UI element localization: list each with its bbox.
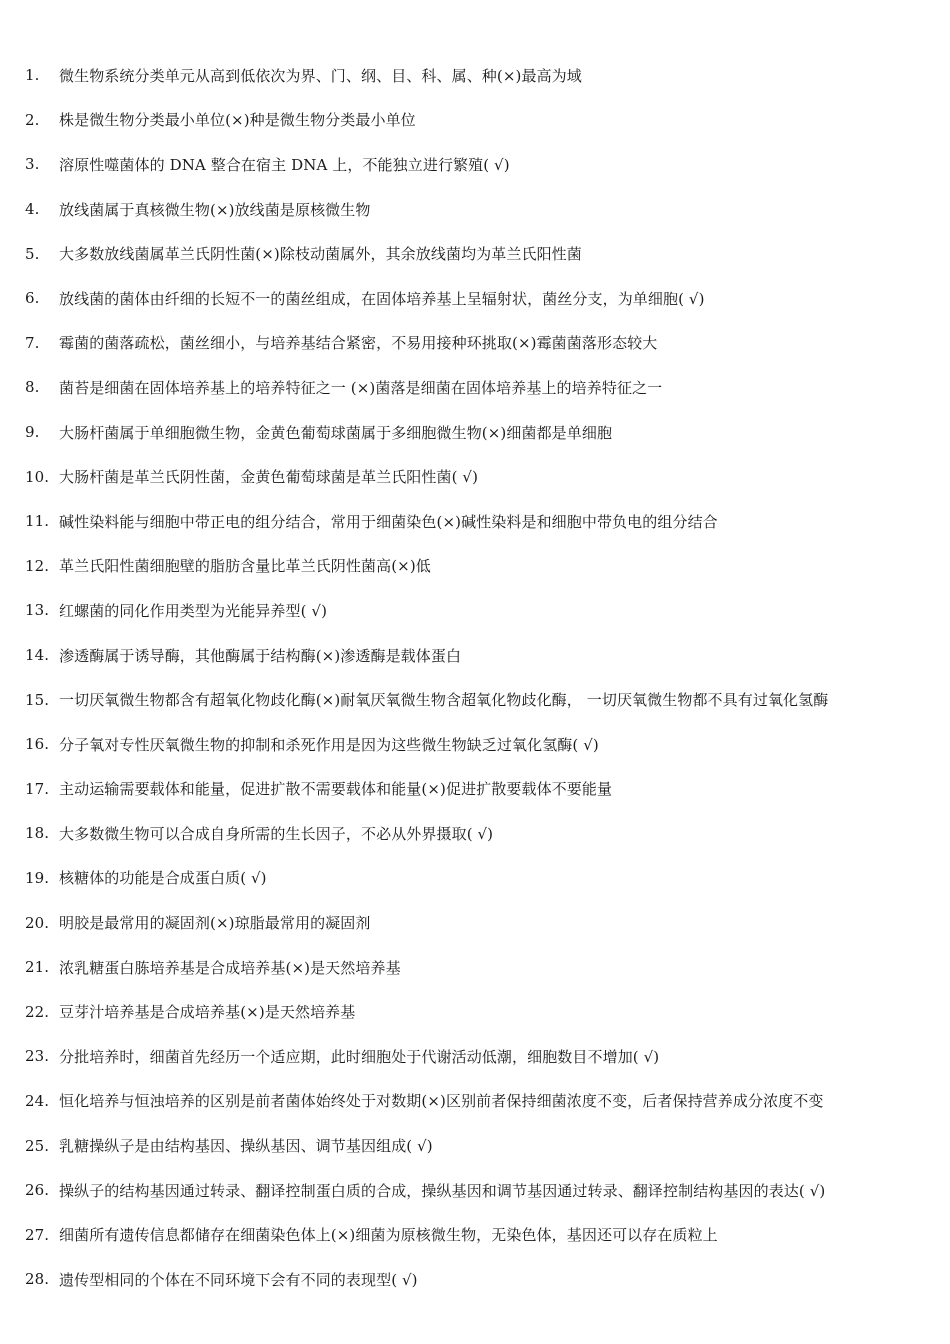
question-item xyxy=(25,53,945,98)
question-item xyxy=(25,365,945,410)
question-item xyxy=(25,1168,945,1213)
question-list xyxy=(25,53,945,1302)
question-number: 5. xyxy=(25,244,40,263)
question-text: 核糖体的功能是合成蛋白质( √) xyxy=(59,869,267,888)
question-text: 放线菌属于真核微生物(×)放线菌是原核微生物 xyxy=(59,200,371,219)
question-number: 16. xyxy=(25,735,50,754)
question-text: 微生物系统分类单元从高到低依次为界、门、纲、目、科、属、种(×)最高为域 xyxy=(59,66,582,85)
question-item xyxy=(25,1257,945,1302)
question-text: 明胶是最常用的凝固剂(×)琼脂最常用的凝固剂 xyxy=(59,914,371,933)
question-number: 21. xyxy=(25,958,50,977)
question-number: 15. xyxy=(25,690,50,709)
question-number: 23. xyxy=(25,1047,50,1066)
question-number: 18. xyxy=(25,824,50,843)
question-item xyxy=(25,499,945,544)
question-item xyxy=(25,98,945,143)
question-item xyxy=(25,231,945,276)
question-item xyxy=(25,633,945,678)
question-item xyxy=(25,722,945,767)
question-number: 4. xyxy=(25,200,40,219)
question-number: 19. xyxy=(25,868,50,887)
question-item xyxy=(25,588,945,633)
question-item xyxy=(25,454,945,499)
question-text: 操纵子的结构基因通过转录、翻译控制蛋白质的合成，操纵基因和调节基因通过转录、翻译控制结构基因的表达( √) xyxy=(59,1181,826,1200)
question-text: 遗传型相同的个体在不同环境下会有不同的表现型( √) xyxy=(59,1270,418,1289)
question-number: 10. xyxy=(25,467,50,486)
question-number: 8. xyxy=(25,378,40,397)
question-item xyxy=(25,276,945,321)
question-item xyxy=(25,321,945,366)
question-item xyxy=(25,767,945,812)
question-text: 放线菌的菌体由纤细的长短不一的菌丝组成，在固体培养基上呈辐射状，菌丝分支，为单细胞( √) xyxy=(59,289,705,308)
question-item xyxy=(25,945,945,990)
question-item xyxy=(25,142,945,187)
question-number: 2. xyxy=(25,110,40,129)
question-text: 主动运输需要载体和能量，促进扩散不需要载体和能量(×)促进扩散要载体不要能量 xyxy=(59,780,613,799)
question-number: 22. xyxy=(25,1002,50,1021)
question-number: 12. xyxy=(25,556,50,575)
question-item xyxy=(25,1212,945,1257)
question-number: 20. xyxy=(25,913,50,932)
question-number: 3. xyxy=(25,155,40,174)
question-text: 碱性染料能与细胞中带正电的组分结合，常用于细菌染色(×)碱性染料是和细胞中带负电的组分结合 xyxy=(59,512,718,531)
question-text: 细菌所有遗传信息都储存在细菌染色体上(×)细菌为原核微生物，无染色体，基因还可以存在质粒上 xyxy=(59,1226,718,1245)
question-number: 13. xyxy=(25,601,50,620)
question-number: 1. xyxy=(25,66,40,85)
question-text: 革兰氏阳性菌细胞壁的脂肪含量比革兰氏阴性菌高(×)低 xyxy=(59,557,431,576)
question-number: 6. xyxy=(25,289,40,308)
question-text: 一切厌氧微生物都含有超氧化物歧化酶(×)耐氧厌氧微生物含超氧化物歧化酶， 一切厌氧微生物都不具有过氧化氢酶 xyxy=(59,691,829,710)
question-number: 9. xyxy=(25,423,40,442)
question-number: 28. xyxy=(25,1270,50,1289)
question-text: 霉菌的菌落疏松，菌丝细小，与培养基结合紧密，不易用接种环挑取(×)霉菌菌落形态较大 xyxy=(59,334,658,353)
question-number: 27. xyxy=(25,1225,50,1244)
question-item xyxy=(25,1079,945,1124)
question-item xyxy=(25,410,945,455)
question-number: 11. xyxy=(25,512,50,531)
question-item xyxy=(25,1123,945,1168)
question-text: 分子氧对专性厌氧微生物的抑制和杀死作用是因为这些微生物缺乏过氧化氢酶( √) xyxy=(59,735,599,754)
question-number: 7. xyxy=(25,333,40,352)
question-number: 26. xyxy=(25,1181,50,1200)
question-number: 24. xyxy=(25,1091,50,1110)
question-item xyxy=(25,677,945,722)
question-text: 乳糖操纵子是由结构基因、操纵基因、调节基因组成( √) xyxy=(59,1137,433,1156)
question-item xyxy=(25,1034,945,1079)
question-item xyxy=(25,989,945,1034)
question-text: 红螺菌的同化作用类型为光能异养型( √) xyxy=(59,601,328,620)
question-text: 溶原性噬菌体的 DNA 整合在宿主 DNA 上，不能独立进行繁殖( √) xyxy=(59,155,510,174)
question-number: 17. xyxy=(25,779,50,798)
question-number: 14. xyxy=(25,646,50,665)
question-text: 大肠杆菌属于单细胞微生物，金黄色葡萄球菌属于多细胞微生物(×)细菌都是单细胞 xyxy=(59,423,613,442)
question-text: 菌苔是细菌在固体培养基上的培养特征之一 (×)菌落是细菌在固体培养基上的培养特征之一 xyxy=(59,378,663,397)
question-text: 豆芽汁培养基是合成培养基(×)是天然培养基 xyxy=(59,1003,356,1022)
question-item xyxy=(25,544,945,589)
question-text: 大肠杆菌是革兰氏阴性菌，金黄色葡萄球菌是革兰氏阳性菌( √) xyxy=(59,468,479,487)
question-text: 株是微生物分类最小单位(×)种是微生物分类最小单位 xyxy=(59,111,416,130)
question-item xyxy=(25,187,945,232)
question-text: 渗透酶属于诱导酶，其他酶属于结构酶(×)渗透酶是载体蛋白 xyxy=(59,646,462,665)
question-item xyxy=(25,900,945,945)
question-item xyxy=(25,811,945,856)
question-number: 25. xyxy=(25,1136,50,1155)
question-text: 分批培养时，细菌首先经历一个适应期，此时细胞处于代谢活动低潮，细胞数目不增加( √) xyxy=(59,1047,660,1066)
question-text: 大多数放线菌属革兰氏阴性菌(×)除枝动菌属外，其余放线菌均为革兰氏阳性菌 xyxy=(59,245,582,264)
question-item xyxy=(25,856,945,901)
question-text: 浓乳糖蛋白胨培养基是合成培养基(×)是天然培养基 xyxy=(59,958,401,977)
question-text: 恒化培养与恒浊培养的区别是前者菌体始终处于对数期(×)区别前者保持细菌浓度不变，后者保持营养成分浓度不变 xyxy=(59,1092,824,1111)
question-text: 大多数微生物可以合成自身所需的生长因子，不必从外界摄取( √) xyxy=(59,824,494,843)
